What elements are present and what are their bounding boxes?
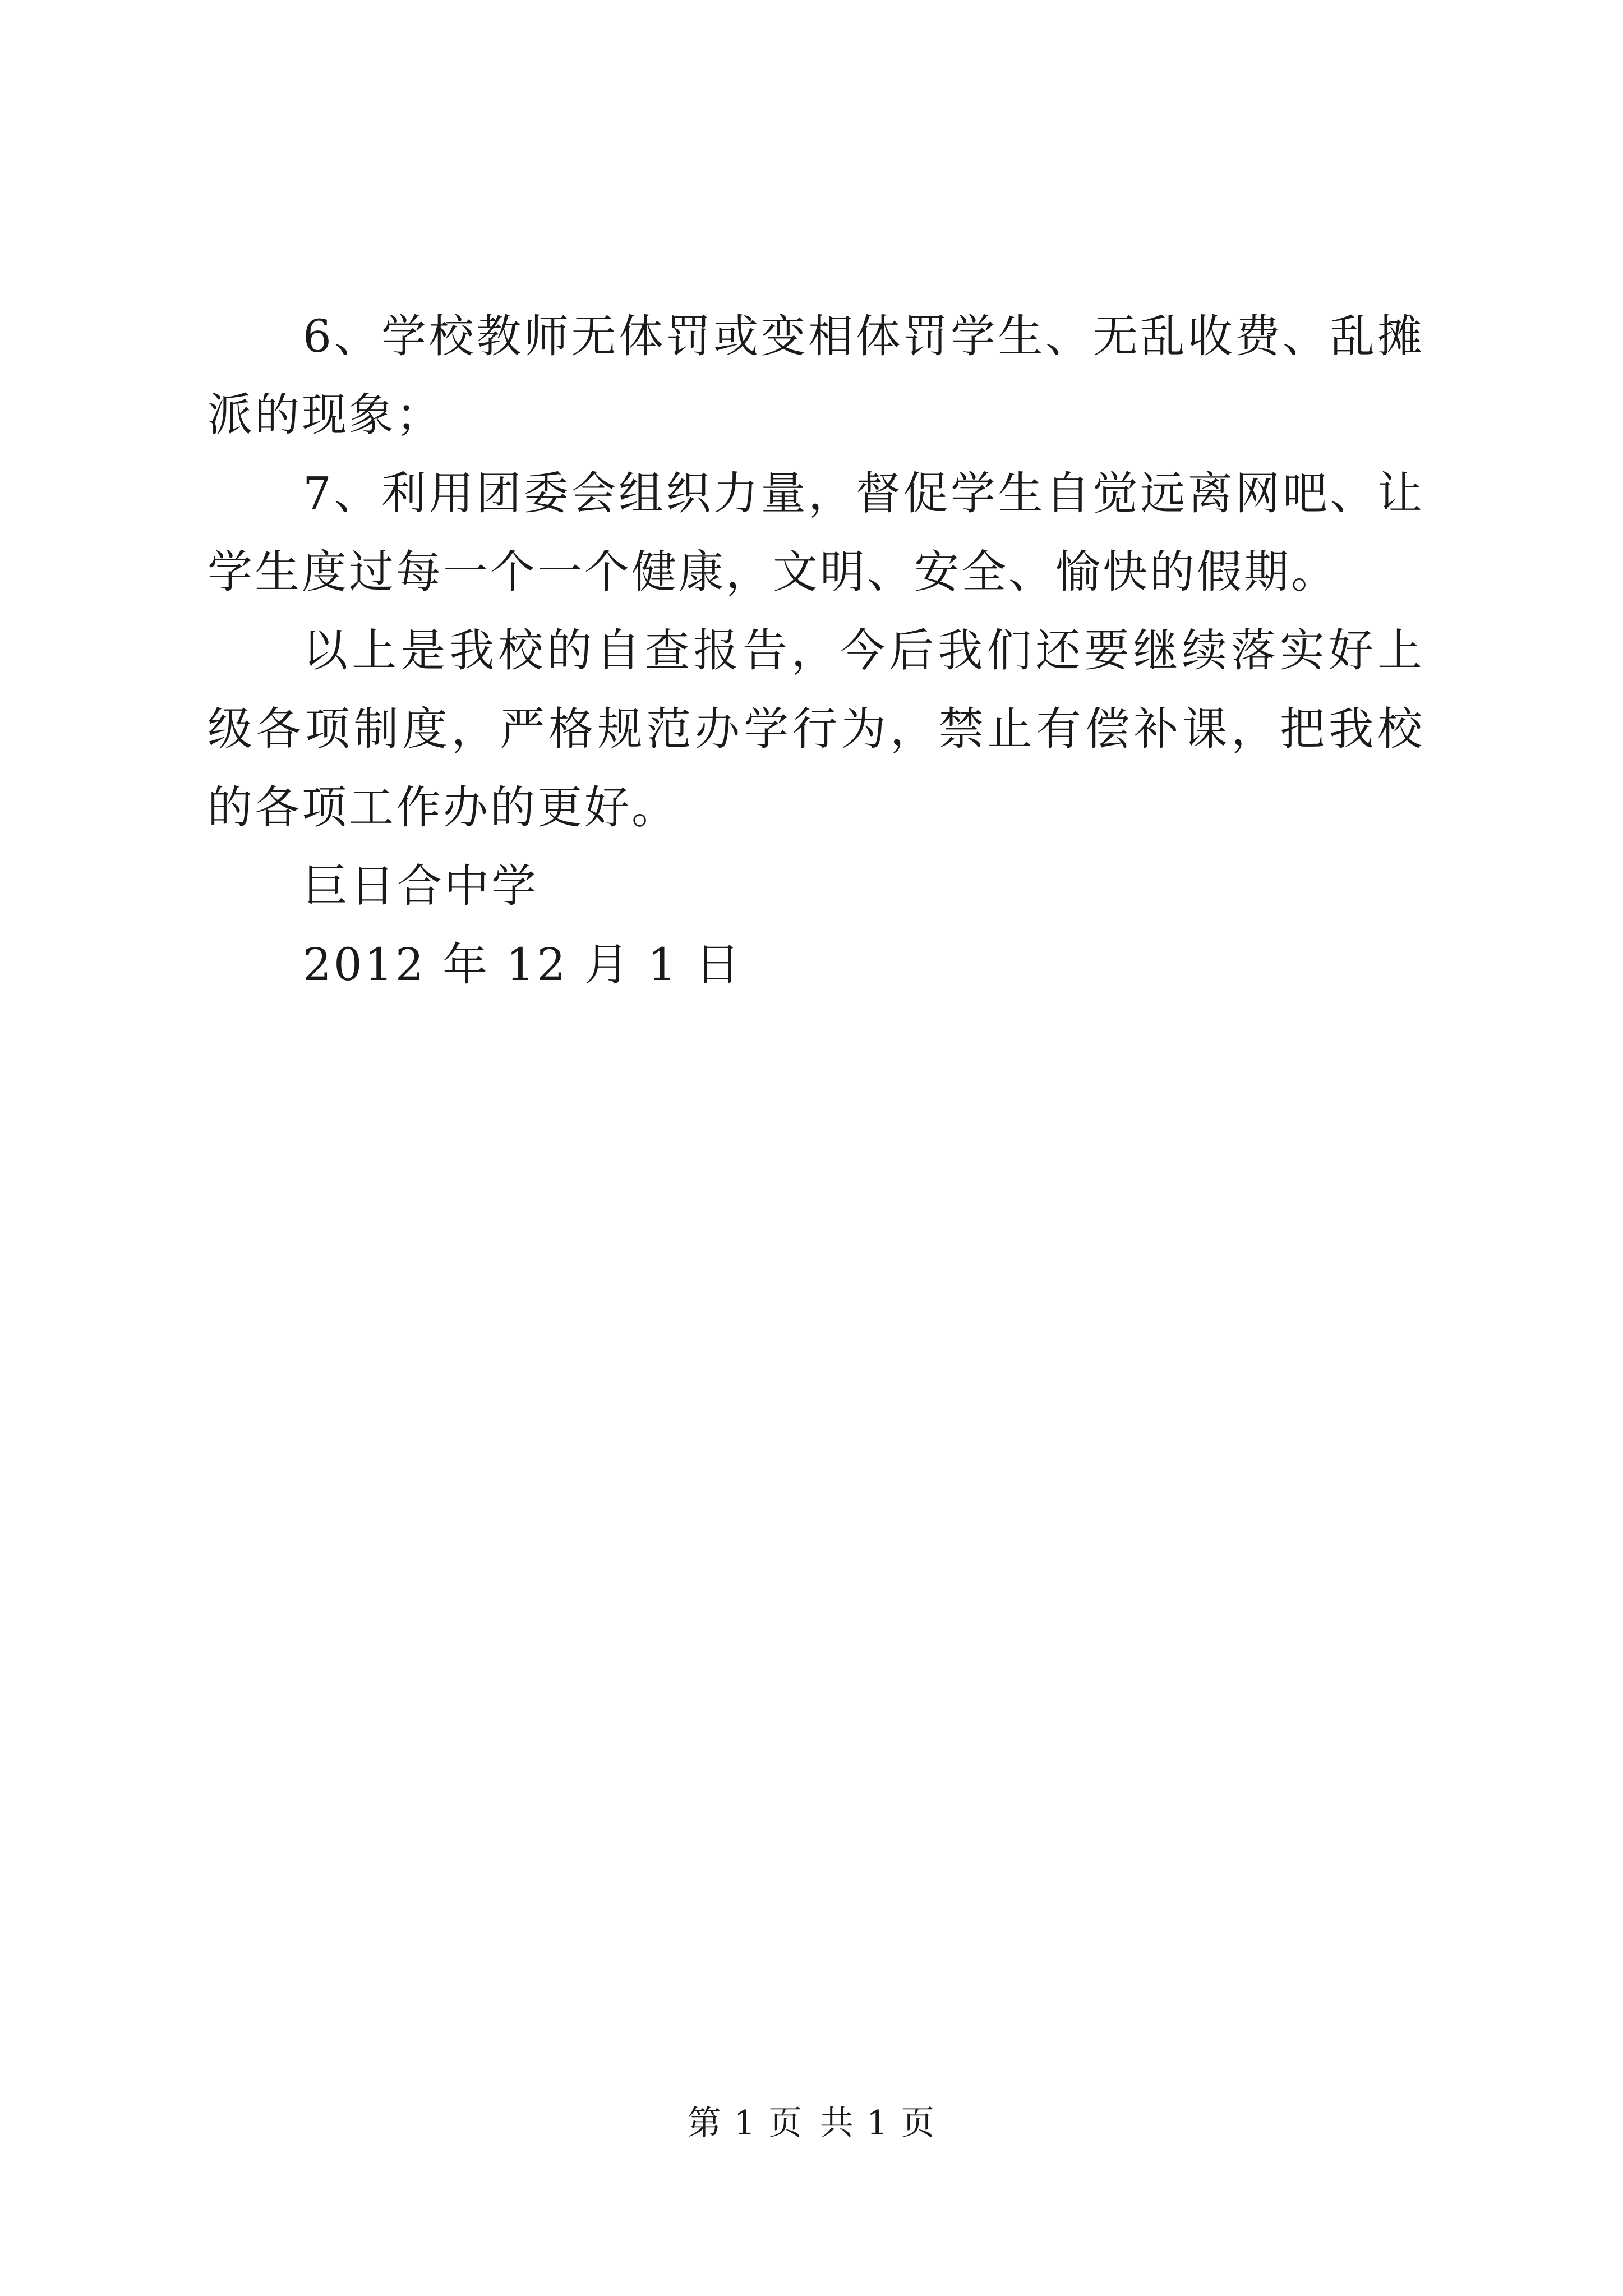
page-number-total: 共 1 页 <box>820 2104 936 2143</box>
paragraph-item-6: 6、学校教师无体罚或变相体罚学生、无乱收费、乱摊派的现象； <box>208 310 1424 441</box>
signature-school-name: 巨日合中学 <box>303 860 538 912</box>
paragraph-item-7: 7、利用团委会组织力量，督促学生自觉远离网吧、让学生度过每一个一个健康，文明、安全、愉快的假期。 <box>208 467 1424 598</box>
page-number-current: 第 1 页 <box>687 2104 803 2143</box>
paragraph-conclusion: 以上是我校的自查报告，今后我们还要继续落实好上级各项制度，严格规范办学行为，禁止有偿补课，把我校的各项工作办的更好。 <box>208 624 1424 834</box>
page-footer <box>0 2101 1623 2146</box>
document-body <box>208 297 1424 1004</box>
signature-date: 2012 年 12 月 1 日 <box>303 938 743 991</box>
